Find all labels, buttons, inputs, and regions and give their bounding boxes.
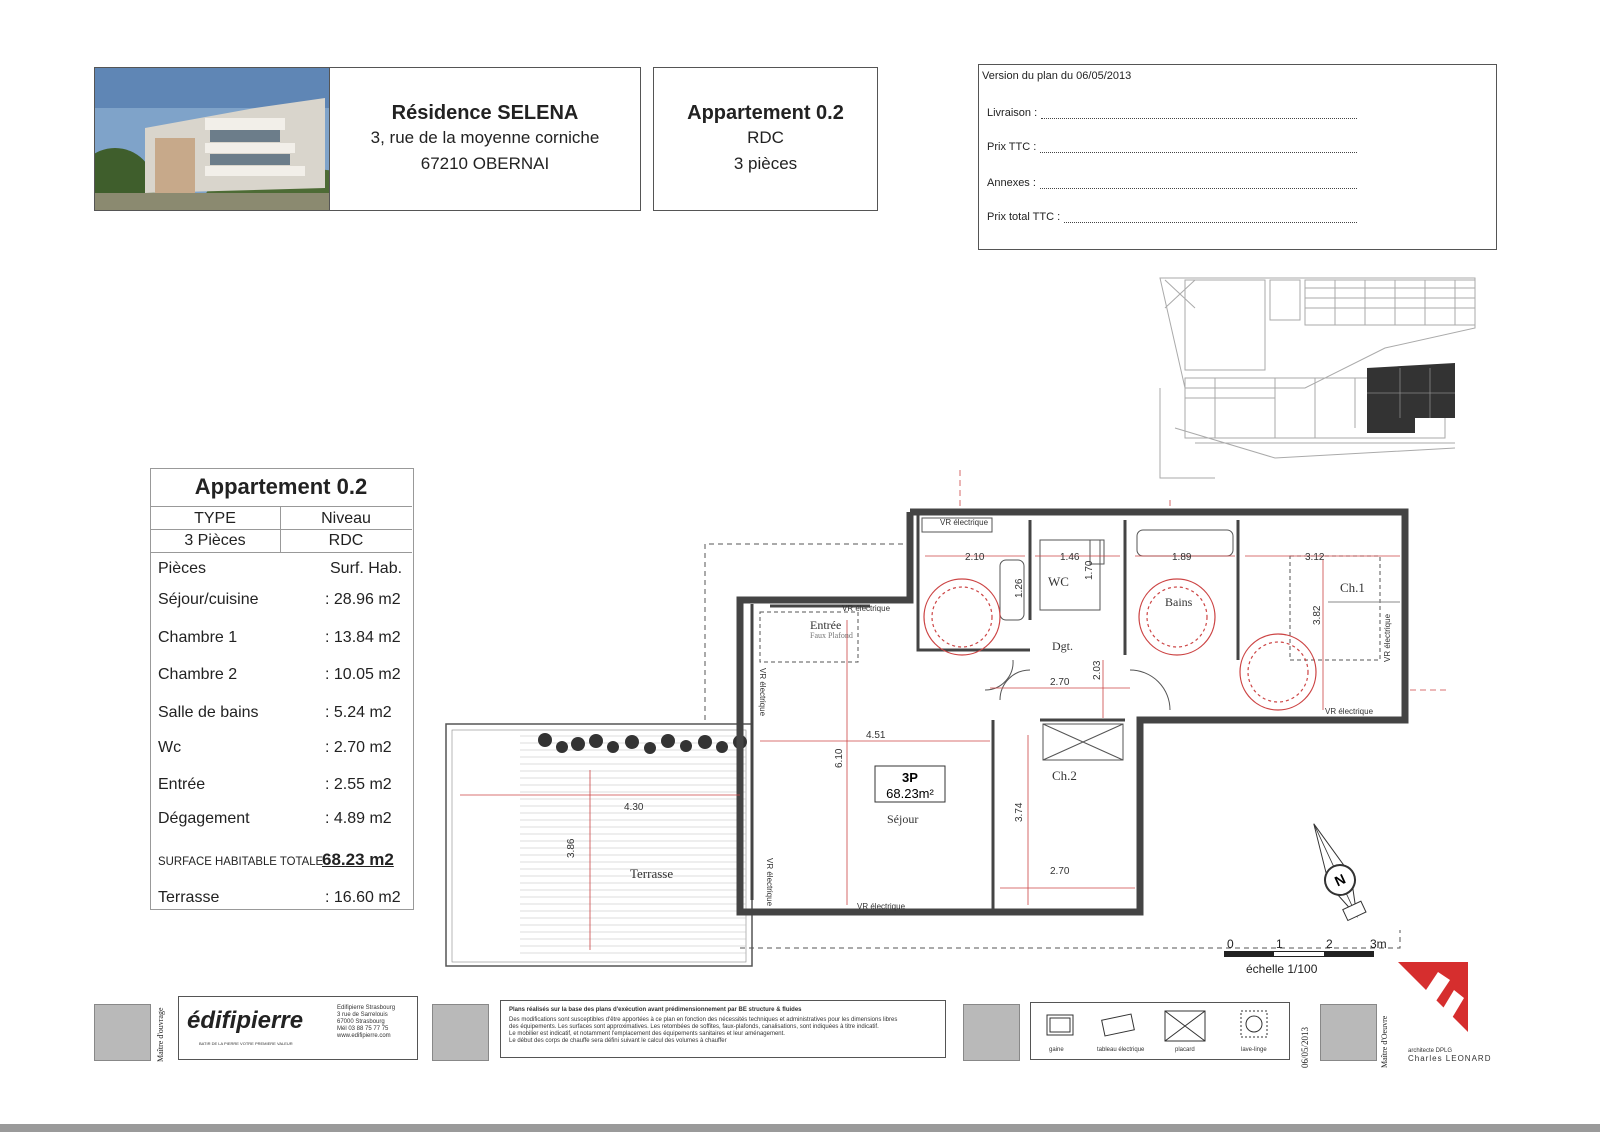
badge-type: 3P xyxy=(902,770,918,785)
dim-label: 2.03 xyxy=(1092,660,1103,680)
logo-placeholder xyxy=(963,1004,1020,1061)
scale-tick: 3m xyxy=(1370,937,1387,951)
room-label-entree: Entrée xyxy=(810,618,842,632)
vr-label: VR électrique xyxy=(1325,707,1374,716)
col-surf: Surf. Hab. xyxy=(330,560,403,577)
dim-label: 3.74 xyxy=(1014,802,1025,822)
total-value: 68.23 m2 xyxy=(322,850,394,869)
surface-table: Appartement 0.2 TYPE Niveau 3 Pièces RDC Pièces Surf. Hab. Séjour/cuisine : 28.96 m2 Chambre 1 : 13.84 m2 Chambre 2 : 10.05 m2 Salle de bains : 5.24 m2 Wc : 2.70 m2 Entrée : 2.55 m2 Dégagement : 4.89 m2 SURFACE HABITABLE TOTALE 68.23 m2 Terrasse : 16.60 m2 xyxy=(150,468,414,920)
electric-panel-icon xyxy=(1102,1014,1135,1036)
niveau-label: Niveau xyxy=(321,510,371,527)
room-label-bains: Bains xyxy=(1165,595,1193,609)
price-row: Prix TTC : xyxy=(987,141,1357,153)
maitre-ouvrage-label: Maître d'ouvrage xyxy=(156,1007,165,1062)
dim-label: 2.70 xyxy=(1050,866,1070,877)
logo-placeholder xyxy=(432,1004,489,1061)
area-badge xyxy=(875,766,945,802)
apartment-rooms: 3 pièces xyxy=(733,154,798,173)
logo-placeholder xyxy=(1320,1004,1377,1061)
plan-date: 06/05/2013 xyxy=(1300,1026,1310,1068)
architect-line: architecte DPLG xyxy=(1408,1048,1453,1054)
residence-name: Résidence SELENA xyxy=(391,102,579,124)
notice-line: Le mobilier est indicatif, et notamment l'emplacement des équipements sanitaires et leur aménagement. xyxy=(509,1031,785,1037)
room-label-terrasse: Terrasse xyxy=(630,866,674,881)
notice-card xyxy=(500,1000,946,1058)
room-label-faux-plafond: Faux Plafond xyxy=(810,631,853,640)
room-label-ch2: Ch.2 xyxy=(1052,768,1077,783)
pricing-card xyxy=(978,64,1497,250)
plan-version: Version du plan du 06/05/2013 xyxy=(982,70,1132,82)
type-label: TYPE xyxy=(194,510,236,527)
scale-tick: 1 xyxy=(1276,937,1283,951)
dim-label: 3.12 xyxy=(1305,552,1325,563)
architect-logo xyxy=(1398,962,1468,1032)
logo-placeholder xyxy=(94,1004,151,1061)
price-row: Annexes : xyxy=(987,177,1357,189)
legend-label: tableau électrique xyxy=(1097,1047,1145,1053)
company-line: Edifipierre Strasbourg xyxy=(337,1005,396,1011)
dim-label: 2.70 xyxy=(1050,677,1070,688)
badge-area: 68.23m² xyxy=(886,786,934,801)
type-value: 3 Pièces xyxy=(184,532,246,549)
company-line: 67000 Strasbourg xyxy=(337,1019,385,1025)
total-label: SURFACE HABITABLE TOTALE xyxy=(158,854,324,868)
dim-label: 1.70 xyxy=(1084,560,1095,580)
company-line: www.edifipierre.com xyxy=(337,1033,391,1039)
logo-tagline: BATIR DE LA PIERRE VOTRE PREMIERE VALEUR xyxy=(199,1041,293,1046)
dim-label: 1.46 xyxy=(1060,552,1080,563)
vr-label: VR électrique xyxy=(1383,613,1392,662)
room-label-dgt: Dgt. xyxy=(1052,639,1073,653)
developer-card xyxy=(178,996,418,1060)
north-arrow-icon xyxy=(1300,817,1370,922)
maitre-oeuvre-label: Maître d'Oeuvre xyxy=(1380,1015,1389,1068)
room-label-ch1: Ch.1 xyxy=(1340,580,1365,595)
scale-tick: 0 xyxy=(1227,937,1234,951)
company-line: 3 rue de Sarrelouis xyxy=(337,1012,388,1018)
apartment-title: Appartement 0.2 xyxy=(687,102,844,124)
niveau-value: RDC xyxy=(328,532,364,549)
apartment-card xyxy=(653,67,878,211)
residence-street: 3, rue de la moyenne corniche xyxy=(370,128,600,147)
notice-line: des équipements. Les surfaces sont approximatives. Les retombées de soffites, faux-plafonds, canalisations, sont indiquées à titre indicatif. xyxy=(509,1024,879,1030)
price-row: Prix total TTC : xyxy=(987,211,1357,223)
notice-title: Plans réalisés sur la base des plans d'exécution avant prédimensionnement par BE structure & fluides xyxy=(509,1007,802,1013)
scan-edge xyxy=(0,1124,1600,1132)
dim-label: 6.10 xyxy=(834,748,845,768)
vr-label: VR électrique xyxy=(765,858,774,907)
terrace-deck xyxy=(446,724,752,966)
apartment-highlight xyxy=(1367,363,1455,433)
residence-card xyxy=(94,67,641,211)
apartment-level: RDC xyxy=(747,128,784,147)
legend-label: gaine xyxy=(1049,1047,1064,1053)
svg-text:N: N xyxy=(1332,870,1348,890)
notice-line: Des modifications sont susceptibles d'être apportées à ce plan en fonction des nécessités techniques et administratives pour les dimensions libres xyxy=(509,1017,898,1023)
vr-label: VR électrique xyxy=(857,902,906,911)
dim-label: 1.26 xyxy=(1014,578,1025,598)
legend-label: lave-linge xyxy=(1241,1047,1267,1053)
wheelchair-icon xyxy=(924,579,1316,710)
floor-plan xyxy=(440,460,1450,980)
building-photo xyxy=(95,68,329,210)
table-title: Appartement 0.2 xyxy=(194,474,368,499)
scale-label: échelle 1/100 xyxy=(1246,962,1318,976)
dim-label: 1.89 xyxy=(1172,552,1192,563)
residence-city: 67210 OBERNAI xyxy=(420,154,550,173)
legend-label: placard xyxy=(1175,1047,1195,1053)
vr-label: VR électrique xyxy=(842,604,891,613)
legend-card xyxy=(1030,1002,1290,1060)
company-line: Mél 03 88 75 77 75 xyxy=(337,1026,389,1032)
dim-label: 3.82 xyxy=(1312,605,1323,625)
architect-line: Charles LEONARD xyxy=(1408,1054,1492,1063)
washing-machine-icon xyxy=(1241,1011,1267,1037)
vr-label: VR électrique xyxy=(758,668,767,717)
dim-label: 4.30 xyxy=(624,802,644,813)
price-row: Livraison : xyxy=(987,107,1357,119)
scale-bar xyxy=(1224,937,1387,977)
site-key-plan xyxy=(1155,268,1487,490)
dim-label: 4.51 xyxy=(866,730,886,741)
vr-label: VR électrique xyxy=(940,518,989,527)
dim-label: 3.86 xyxy=(566,838,577,858)
edifipierre-logo: édifipierre xyxy=(187,1007,304,1034)
scale-tick: 2 xyxy=(1326,937,1333,951)
dim-label: 2.10 xyxy=(965,552,985,563)
room-label-sejour: Séjour xyxy=(887,812,919,826)
notice-line: Le début des corps de chauffe sera défini suivant le calcul des volumes à chauffer xyxy=(509,1038,727,1044)
room-label-wc: WC xyxy=(1048,574,1069,589)
col-pieces: Pièces xyxy=(158,560,207,577)
